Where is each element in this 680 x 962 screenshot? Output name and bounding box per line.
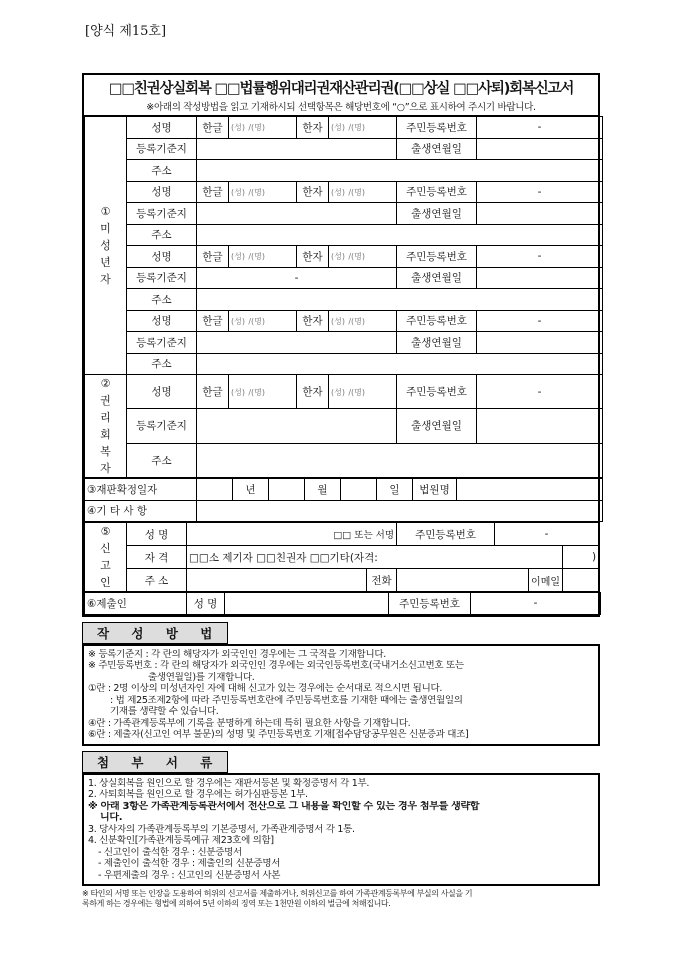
rrn-field[interactable]: - bbox=[477, 246, 603, 268]
hangul-name-field[interactable] bbox=[229, 246, 297, 268]
surname-hint: (성) bbox=[331, 187, 345, 197]
method-line: 출생연월일)를 기재합니다. bbox=[148, 671, 255, 683]
hangul-label: 한글 bbox=[197, 246, 229, 268]
hanja-name-field[interactable] bbox=[329, 375, 397, 409]
address-label: 주소 bbox=[127, 224, 197, 246]
rrn-label: 주민등록번호 bbox=[397, 246, 477, 268]
hanja-label: 한자 bbox=[297, 117, 329, 139]
rrn-field[interactable]: - bbox=[477, 310, 603, 332]
hanja-label: 한자 bbox=[297, 375, 329, 409]
form-title: □□친권상실회복 □□법률행위대리권재산관리권(□□상실 □□사퇴)회복신고서 bbox=[108, 81, 574, 97]
surname-hint: (성) bbox=[331, 316, 345, 326]
hint-slash: / bbox=[248, 387, 252, 397]
surname-hint: (성) bbox=[331, 252, 345, 262]
hanja-label: 한자 bbox=[297, 246, 329, 268]
trial-month-field[interactable] bbox=[269, 479, 305, 501]
hangul-label: 한글 bbox=[197, 117, 229, 139]
given-hint: (명) bbox=[251, 123, 266, 133]
qual-close-paren: ) bbox=[563, 546, 599, 569]
warning-line: ※ 타인의 서명 또는 인장을 도용하여 허위의 신고서를 제출하거나, 허위신고를 하여 가족관계등록부에 부실의 사실을 기 bbox=[82, 889, 473, 898]
hangul-label: 한글 bbox=[197, 310, 229, 332]
hangul-label: 한글 bbox=[197, 375, 229, 409]
birth-field[interactable] bbox=[477, 409, 603, 443]
reporter-name-field[interactable] bbox=[187, 523, 397, 546]
reporter-address-field[interactable] bbox=[187, 569, 367, 592]
attach-line: - 우편제출의 경우 : 신고인의 신분증명서 사본 bbox=[98, 869, 281, 881]
rrn-label: 주민등록번호 bbox=[397, 117, 477, 139]
person-name-label: 성명 bbox=[127, 117, 197, 139]
rrn-field[interactable]: - bbox=[477, 181, 603, 203]
reg-base-field[interactable] bbox=[197, 138, 397, 160]
attach-box bbox=[82, 773, 600, 887]
address-label: 주소 bbox=[127, 353, 197, 375]
reg-base-field[interactable]: - bbox=[197, 267, 397, 289]
hint-slash: / bbox=[248, 187, 252, 197]
birth-label: 출생연월일 bbox=[397, 409, 477, 443]
reg-base-label: 등록기준지 bbox=[127, 409, 197, 443]
legal-warning bbox=[82, 889, 600, 909]
main-table bbox=[84, 116, 603, 478]
person-name-label: 성명 bbox=[127, 375, 197, 409]
surname-hint: (성) bbox=[231, 387, 245, 397]
reporter-name-label: 성 명 bbox=[127, 523, 187, 546]
other-matters-field[interactable] bbox=[197, 500, 603, 522]
submitter-rrn-field[interactable]: - bbox=[471, 593, 601, 615]
address-field[interactable] bbox=[197, 224, 603, 246]
reg-base-label: 등록기준지 bbox=[127, 332, 197, 354]
address-field[interactable] bbox=[197, 160, 603, 182]
trial-year-unit: 년 bbox=[233, 479, 269, 501]
surname-hint: (성) bbox=[231, 316, 245, 326]
submitter-name-field[interactable] bbox=[225, 593, 389, 615]
hangul-name-field[interactable] bbox=[229, 181, 297, 203]
court-name-field[interactable] bbox=[457, 479, 603, 501]
attach-line: 4. 신분확인[가족관계등록예규 제23호에 의함] bbox=[88, 835, 274, 846]
surname-hint: (성) bbox=[331, 123, 345, 133]
court-name-label: 법원명 bbox=[413, 479, 457, 501]
address-label: 주소 bbox=[127, 160, 197, 182]
method-line: ①란 : 2명 이상의 미성년자인 자에 대해 신고가 있는 경우에는 순서대로 적으시면 됩니다. bbox=[88, 683, 443, 694]
email-field[interactable] bbox=[563, 569, 599, 592]
hanja-label: 한자 bbox=[297, 310, 329, 332]
trial-date-label: ③재판확정일자 bbox=[85, 479, 197, 501]
birth-label: 출생연월일 bbox=[397, 203, 477, 225]
given-hint: (명) bbox=[351, 123, 366, 133]
phone-field[interactable] bbox=[397, 569, 529, 592]
given-hint: (명) bbox=[251, 316, 266, 326]
hangul-name-field[interactable] bbox=[229, 117, 297, 139]
submitter-name-label: 성 명 bbox=[187, 593, 225, 615]
trial-month-unit: 월 bbox=[305, 479, 341, 501]
hangul-name-field[interactable] bbox=[229, 310, 297, 332]
given-hint: (명) bbox=[251, 387, 266, 397]
reg-base-field[interactable] bbox=[197, 203, 397, 225]
attach-line: 니다. bbox=[100, 812, 123, 823]
trial-year-field[interactable] bbox=[197, 479, 233, 501]
given-hint: (명) bbox=[251, 252, 266, 262]
person-name-label: 성명 bbox=[127, 246, 197, 268]
form-id: [양식 제15호] bbox=[85, 24, 167, 39]
hanja-name-field[interactable] bbox=[329, 181, 397, 203]
hanja-label: 한자 bbox=[297, 181, 329, 203]
hangul-label: 한글 bbox=[197, 181, 229, 203]
surname-hint: (성) bbox=[231, 123, 245, 133]
submitter-table bbox=[84, 592, 601, 615]
hanja-name-field[interactable] bbox=[329, 246, 397, 268]
reg-base-label: 등록기준지 bbox=[127, 203, 197, 225]
reporter-rrn-label: 주민등록번호 bbox=[397, 523, 495, 546]
birth-field[interactable] bbox=[477, 138, 603, 160]
section-label-text: ① 미 성 년 자 bbox=[100, 205, 111, 286]
other-matters-label: ④기 타 사 항 bbox=[85, 500, 197, 522]
reporter-section-text: ⑤ 신 고 인 bbox=[100, 525, 111, 589]
phone-label: 전화 bbox=[367, 569, 397, 592]
reporter-qual-options[interactable]: □□소 제기자 □□친권자 □□기타(자격: bbox=[187, 546, 563, 569]
rrn-label: 주민등록번호 bbox=[397, 181, 477, 203]
method-line: ※ 등록기준지 : 각 란의 해당자가 외국인인 경우에는 그 국적을 기재합니다. bbox=[88, 648, 386, 660]
method-header: 작 성 방 법 bbox=[82, 622, 228, 644]
reporter-address-label: 주 소 bbox=[127, 569, 187, 592]
attach-line: ※ 아래 3항은 가족관계등록관서에서 전산으로 그 내용을 확인할 수 있는 경우 첨부를 생략합 bbox=[88, 800, 480, 812]
birth-label: 출생연월일 bbox=[397, 267, 477, 289]
birth-field[interactable] bbox=[477, 203, 603, 225]
section-label bbox=[85, 375, 127, 478]
address-field[interactable] bbox=[197, 353, 603, 375]
section-label bbox=[85, 117, 127, 375]
reg-base-field[interactable] bbox=[197, 409, 397, 443]
method-line: 기재를 생략할 수 있습니다. bbox=[110, 706, 219, 717]
hanja-name-field[interactable] bbox=[329, 117, 397, 139]
birth-field[interactable] bbox=[477, 332, 603, 354]
report-form bbox=[82, 73, 600, 909]
given-hint: (명) bbox=[351, 187, 366, 197]
rrn-label: 주민등록번호 bbox=[397, 375, 477, 409]
hanja-name-field[interactable] bbox=[329, 310, 397, 332]
rrn-field[interactable]: - bbox=[477, 117, 603, 139]
submitter-label: ⑥제출인 bbox=[85, 593, 187, 615]
surname-hint: (성) bbox=[331, 387, 345, 397]
birth-label: 출생연월일 bbox=[397, 332, 477, 354]
title-box bbox=[82, 73, 600, 116]
hint-slash: / bbox=[348, 252, 352, 262]
surname-hint: (성) bbox=[231, 187, 245, 197]
reg-base-label: 등록기준지 bbox=[127, 267, 197, 289]
attach-header: 첨 부 서 류 bbox=[82, 751, 228, 773]
rrn-label: 주민등록번호 bbox=[397, 310, 477, 332]
warning-line: 록하게 하는 경우에는 형법에 의하여 5년 이하의 징역 또는 1천만원 이하의 벌금에 처해집니다. bbox=[82, 899, 391, 908]
address-label: 주소 bbox=[127, 443, 197, 477]
method-line: ⑥란 : 제출자(신고인 여부 불문)의 성명 및 주민등록번호 기재[접수담당공무원은 신분증과 대조] bbox=[88, 729, 469, 740]
given-hint: (명) bbox=[351, 316, 366, 326]
hint-slash: / bbox=[348, 123, 352, 133]
method-line: ④란 : 가족관계등록부에 기록을 분명하게 하는데 특히 필요한 사항을 기재합니다. bbox=[88, 717, 411, 729]
method-box bbox=[82, 644, 600, 746]
surname-hint: (성) bbox=[231, 252, 245, 262]
submitter-rrn-label: 주민등록번호 bbox=[389, 593, 471, 615]
given-hint: (명) bbox=[351, 252, 366, 262]
method-line: : 법 제25조제2항에 따라 주민등록번호란에 주민등록번호를 기재한 때에는 출생연월일의 bbox=[110, 694, 463, 706]
address-field[interactable] bbox=[197, 443, 603, 477]
trial-day-unit: 일 bbox=[377, 479, 413, 501]
attach-line: - 신고인이 출석한 경우 : 신분증명서 bbox=[98, 846, 242, 858]
hint-slash: / bbox=[348, 316, 352, 326]
person-name-label: 성명 bbox=[127, 310, 197, 332]
hint-slash: / bbox=[248, 252, 252, 262]
reporter-section-label bbox=[85, 523, 127, 592]
birth-label: 출생연월일 bbox=[397, 138, 477, 160]
main-table-wrap bbox=[82, 116, 600, 615]
given-hint: (명) bbox=[251, 187, 266, 197]
birth-field[interactable] bbox=[477, 267, 603, 289]
trial-day-field[interactable] bbox=[341, 479, 377, 501]
attach-line: 2. 사퇴회복을 원인으로 할 경우에는 허가심판등본 1부. bbox=[88, 789, 308, 800]
attach-line: 3. 당사자의 가족관계등록부의 기본증명서, 가족관계증명서 각 1통. bbox=[88, 823, 355, 835]
address-label: 주소 bbox=[127, 289, 197, 311]
reg-base-field[interactable] bbox=[197, 332, 397, 354]
person-name-label: 성명 bbox=[127, 181, 197, 203]
hint-slash: / bbox=[348, 187, 352, 197]
sign-hint: □□ 또는 서명 bbox=[333, 530, 395, 541]
email-label: 이메일 bbox=[529, 569, 563, 592]
hint-slash: / bbox=[348, 387, 352, 397]
attach-line: - 제출인이 출석한 경우 : 제출인의 신분증명서 bbox=[98, 858, 281, 869]
method-line: ※ 주민등록번호 : 각 란의 해당자가 외국인인 경우에는 외국인등록번호(국내거소신고번호 또는 bbox=[88, 660, 464, 671]
hint-slash: / bbox=[248, 316, 252, 326]
reg-base-label: 등록기준지 bbox=[127, 138, 197, 160]
attach-line: 1. 상실회복을 원인으로 할 경우에는 재판서등본 및 확정증명서 각 1부. bbox=[88, 777, 370, 789]
hangul-name-field[interactable] bbox=[229, 375, 297, 409]
trial-table bbox=[84, 478, 603, 522]
section-label-text: ②권리 회복자 bbox=[100, 377, 111, 475]
rrn-field[interactable]: - bbox=[477, 375, 603, 409]
reporter-rrn-field[interactable]: - bbox=[495, 523, 599, 546]
hint-slash: / bbox=[248, 123, 252, 133]
table-bottom-rule bbox=[82, 615, 600, 617]
address-field[interactable] bbox=[197, 289, 603, 311]
title-note: ※아래의 작성방법을 읽고 기재하시되 선택항목은 해당번호에 “○”으로 표시하여 주시기 바랍니다. bbox=[146, 102, 536, 113]
reporter-qual-label: 자 격 bbox=[127, 546, 187, 569]
reporter-table bbox=[84, 522, 599, 592]
given-hint: (명) bbox=[351, 387, 366, 397]
